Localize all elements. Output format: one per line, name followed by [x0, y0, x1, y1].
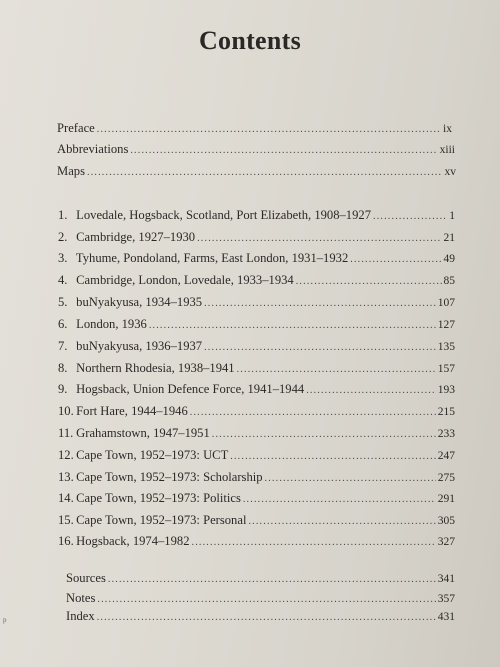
- dot-leader: [197, 231, 441, 247]
- dot-leader: [237, 362, 436, 378]
- dot-leader: [149, 318, 436, 334]
- toc-entry-label: [58, 469, 263, 485]
- toc-entry-index: [66, 608, 455, 626]
- dot-leader: [212, 427, 436, 443]
- toc-entry-page: 1: [449, 210, 455, 222]
- toc-entry-label: [58, 381, 304, 397]
- toc-entry-chapter-3: [58, 250, 455, 268]
- toc-entry-page: xv: [444, 166, 456, 178]
- toc-entry-chapter-14: [58, 490, 455, 508]
- chapter-title: Lovedale, Hogsback, Scotland, Port Elizabeth, 1908–1927: [76, 208, 371, 222]
- dot-leader: [296, 274, 442, 290]
- toc-entry-label: Sources: [66, 571, 106, 585]
- chapter-number: 4.: [58, 273, 68, 287]
- toc-entry-chapter-10: [58, 403, 455, 421]
- toc-entry-label: [58, 294, 202, 310]
- toc-entry-label: [58, 512, 246, 528]
- toc-entry-page: 275: [437, 472, 455, 484]
- toc-entry-chapter-16: [58, 533, 455, 551]
- chapter-title: Hogsback, Union Defence Force, 1941–1944: [76, 382, 305, 396]
- toc-entry-page: 193: [437, 384, 455, 396]
- chapter-title: London, 1936: [76, 317, 147, 331]
- toc-entry-label: [58, 403, 188, 419]
- dot-leader: [204, 340, 436, 356]
- chapter-number: 13.: [58, 470, 74, 484]
- toc-entry-page: ix: [443, 123, 452, 135]
- dot-leader: [204, 296, 436, 312]
- toc-entry-label: Abbreviations: [57, 142, 129, 156]
- toc-entry-page: 431: [437, 611, 455, 623]
- toc-entry-page: xiii: [439, 144, 455, 156]
- toc-entry-page: 215: [437, 406, 455, 418]
- chapter-number: 3.: [58, 251, 68, 265]
- toc-entry-notes: [66, 590, 455, 608]
- dot-leader: [306, 383, 436, 399]
- toc-entry-chapter-7: [58, 338, 455, 356]
- chapter-number: 8.: [58, 361, 68, 375]
- toc-entry-page: 305: [437, 515, 455, 527]
- chapter-title: buNyakyusa, 1936–1937: [76, 339, 203, 353]
- dot-leader: [248, 514, 435, 530]
- toc-entry-page: 341: [437, 573, 455, 585]
- toc-entry-chapter-4: [58, 272, 455, 290]
- toc-entry-page: 233: [437, 428, 455, 440]
- dot-leader: [108, 572, 436, 588]
- toc-entry-maps: [57, 163, 456, 181]
- toc-entry-chapter-2: [58, 229, 455, 247]
- toc-entry-page: 157: [437, 363, 455, 375]
- dot-leader: [97, 592, 435, 608]
- toc-entry-chapter-9: [58, 381, 455, 399]
- toc-entry-page: 291: [437, 493, 455, 505]
- toc-entry-label: Index: [66, 609, 95, 623]
- toc-entry-label: Maps: [57, 164, 85, 178]
- toc-entry-label: [58, 360, 235, 376]
- chapter-number: 15.: [58, 513, 74, 527]
- chapter-title: Cambridge, London, Lovedale, 1933–1934: [76, 273, 294, 287]
- chapter-title: Grahamstown, 1947–1951: [76, 426, 210, 440]
- toc-entry-page: 85: [443, 275, 455, 287]
- chapter-number: 5.: [58, 295, 68, 309]
- toc-entry-chapter-15: [58, 512, 455, 530]
- dot-leader: [265, 471, 436, 487]
- toc-entry-label: [58, 207, 371, 223]
- toc-entry-label: [58, 229, 195, 245]
- chapter-number: 16.: [58, 534, 74, 548]
- dot-leader: [87, 165, 443, 181]
- chapter-number: 12.: [58, 448, 74, 462]
- toc-entry-page: 327: [437, 536, 455, 548]
- chapter-title: Tyhume, Pondoland, Farms, East London, 1931–1932: [75, 251, 349, 265]
- toc-entry-page: 135: [437, 341, 455, 353]
- chapter-number: 14.: [58, 491, 74, 505]
- toc-entry-label: [58, 250, 348, 266]
- toc-entry-sources: [66, 570, 455, 588]
- toc-entry-page: 49: [443, 253, 455, 265]
- chapter-number: 11.: [58, 426, 74, 440]
- chapter-title: buNyakyusa, 1934–1935: [76, 295, 203, 309]
- dot-leader: [97, 610, 436, 626]
- toc-entry-label: [58, 447, 228, 463]
- dot-leader: [373, 209, 447, 225]
- toc-entry-chapter-11: [58, 425, 455, 443]
- dot-leader: [243, 492, 436, 508]
- dot-leader: [97, 122, 441, 138]
- chapter-number: 1.: [58, 208, 68, 222]
- chapter-number: 6.: [58, 317, 68, 331]
- toc-entry-page: 21: [443, 232, 455, 244]
- toc-entry-label: [58, 316, 147, 332]
- toc-entry-chapter-8: [58, 360, 455, 378]
- dot-leader: [190, 405, 436, 421]
- toc-entry-page: 357: [437, 593, 455, 605]
- chapter-title: Cape Town, 1952–1973: Personal: [76, 513, 247, 527]
- chapter-title: Cambridge, 1927–1930: [76, 230, 196, 244]
- toc-entry-chapter-13: [58, 469, 455, 487]
- chapter-title: Cape Town, 1952–1973: Politics: [76, 491, 241, 505]
- toc-entry-label: [58, 425, 210, 441]
- chapter-number: 10.: [58, 404, 74, 418]
- toc-entry-chapter-5: [58, 294, 455, 312]
- toc-entry-chapter-1: [58, 207, 455, 225]
- toc-entry-chapter-6: [58, 316, 455, 334]
- chapter-title: Cape Town, 1952–1973: UCT: [76, 448, 229, 462]
- toc-entry-page: 107: [437, 297, 455, 309]
- toc-entry-label: [58, 272, 294, 288]
- chapter-number: 7.: [58, 339, 68, 353]
- page-title: Contents: [198, 26, 302, 55]
- toc-entry-label: [58, 490, 241, 506]
- chapter-title: Northern Rhodesia, 1938–1941: [76, 361, 235, 375]
- chapter-title: Cape Town, 1952–1973: Scholarship: [76, 470, 263, 484]
- dot-leader: [192, 535, 436, 551]
- toc-entry-preface: [57, 120, 452, 138]
- dot-leader: [350, 252, 441, 268]
- toc-entry-page: 127: [437, 319, 455, 331]
- dot-leader: [130, 143, 437, 159]
- dot-leader: [230, 449, 435, 465]
- toc-entry-label: Notes: [66, 591, 96, 605]
- chapter-number: 2.: [58, 230, 68, 244]
- toc-entry-label: Preface: [57, 121, 95, 135]
- chapter-number: 9.: [58, 382, 68, 396]
- chapter-title: Fort Hare, 1944–1946: [76, 404, 188, 418]
- toc-entry-page: 247: [437, 450, 455, 462]
- toc-entry-label: [58, 533, 190, 549]
- margin-mark: p: [3, 616, 7, 624]
- toc-entry-abbreviations: [57, 141, 455, 159]
- toc-entry-label: [58, 338, 202, 354]
- chapter-title: Hogsback, 1974–1982: [76, 534, 190, 548]
- toc-entry-chapter-12: [58, 447, 455, 465]
